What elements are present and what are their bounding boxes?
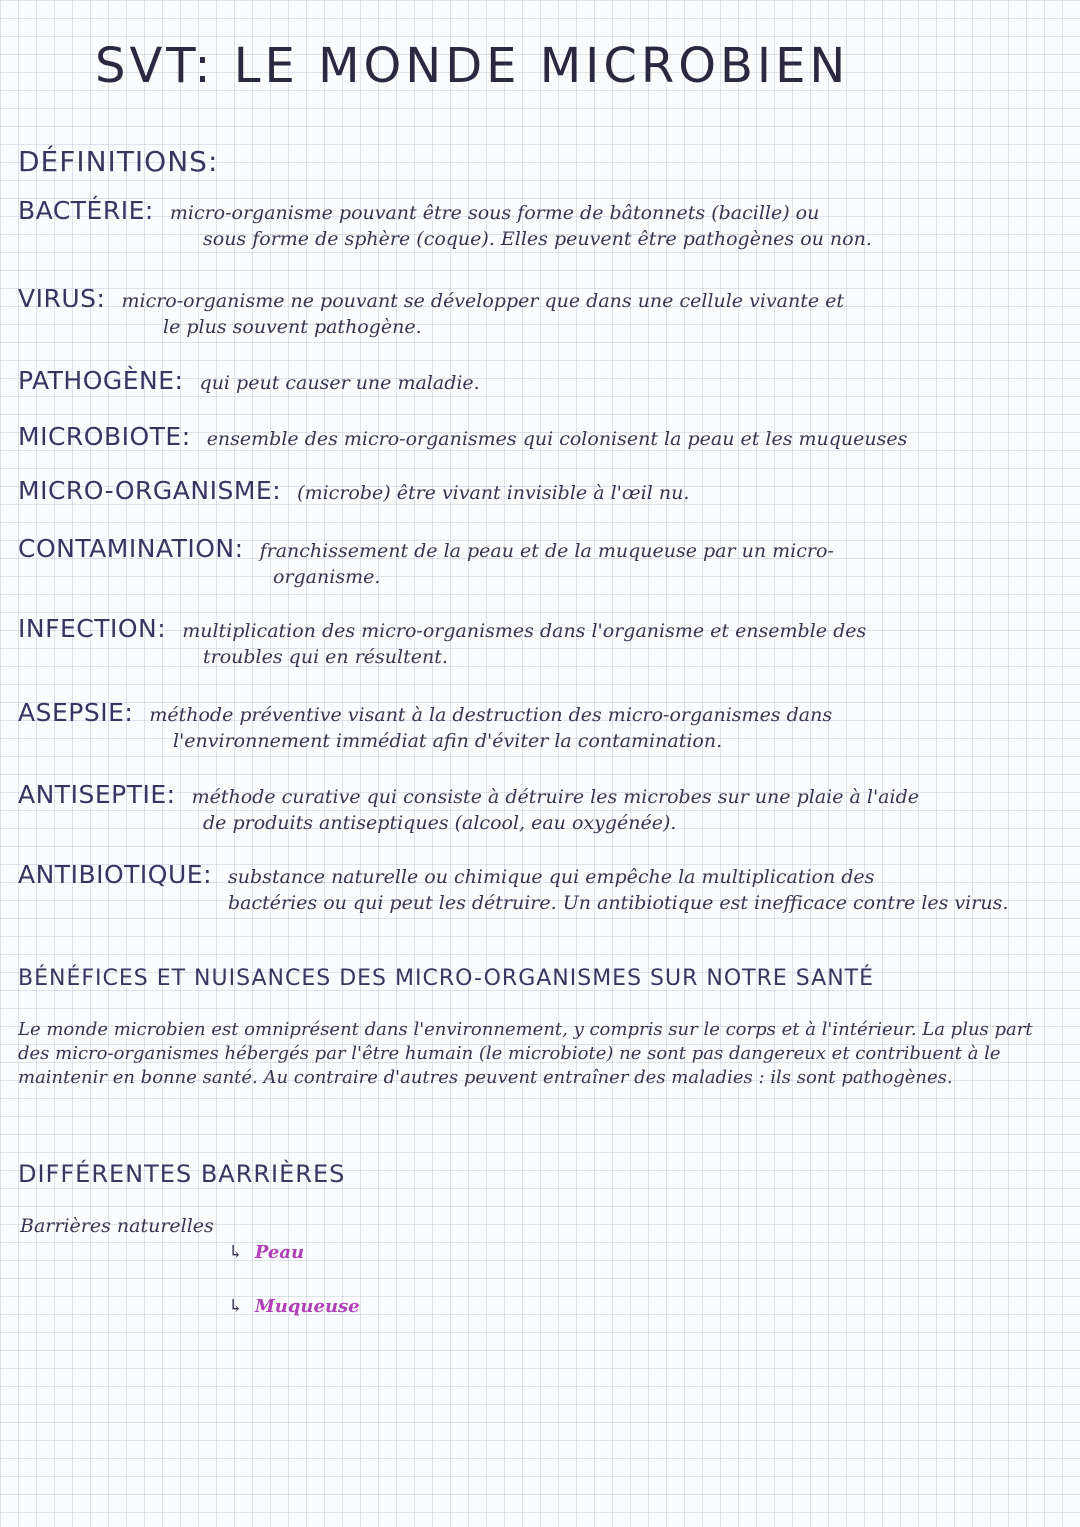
definition-pathogene [18, 368, 1063, 396]
benefits-heading: BÉNÉFICES ET NUISANCES DES MICRO-ORGANISMES SUR NOTRE SANTÉ [18, 966, 874, 991]
definition-text: micro-organisme ne pouvant se développer que dans une cellule vivante et [121, 290, 844, 312]
term-label: CONTAMINATION: [18, 534, 244, 563]
natural-barriers-label: Barrières naturelles [20, 1215, 214, 1237]
definition-text-continued: bactéries ou qui peut les détruire. Un antibiotique est inefficace contre les virus. [228, 892, 1009, 914]
definition-microbiote [18, 424, 1063, 452]
definition-text-continued: de produits antiseptiques (alcool, eau oxygénée). [203, 812, 677, 834]
barrier-label: Peau [254, 1242, 305, 1263]
term-label: ASEPSIE: [18, 698, 134, 727]
definition-text-continued: troubles qui en résultent. [203, 646, 448, 668]
barriers-heading: DIFFÉRENTES BARRIÈRES [18, 1160, 346, 1188]
definition-text-continued: sous forme de sphère (coque). Elles peuvent être pathogènes ou non. [203, 228, 872, 250]
page-title: SVT: LE MONDE MICROBIEN [95, 38, 850, 94]
term-label: MICRO-ORGANISME: [18, 476, 282, 505]
definition-asepsie [18, 700, 1063, 754]
term-label: MICROBIOTE: [18, 422, 191, 451]
definition-text-continued: organisme. [273, 566, 381, 588]
definition-text: méthode curative qui consiste à détruire les microbes sur une plaie à l'aide [191, 786, 919, 808]
term-label: PATHOGÈNE: [18, 366, 184, 395]
definition-text: franchissement de la peau et de la muqueuse par un micro- [259, 540, 834, 562]
definition-text: qui peut causer une maladie. [199, 372, 480, 394]
term-label: INFECTION: [18, 614, 167, 643]
definition-micro-organisme [18, 478, 1063, 506]
term-label: ANTISEPTIE: [18, 780, 176, 809]
arrow-icon: ↳ [228, 1296, 244, 1317]
definition-text: (microbe) être vivant invisible à l'œil nu. [297, 482, 690, 504]
definition-infection [18, 616, 1063, 670]
definition-contamination [18, 536, 1063, 590]
definition-text-continued: le plus souvent pathogène. [163, 316, 422, 338]
benefits-paragraph: Le monde microbien est omniprésent dans l'environnement, y compris sur le corps et à l'intérieur. La plus part des micro-organismes hébergés par l'être humain (le microbiote) ne sont pas dangereux et contribuent à le maintenir en bonne santé. Au contraire d'autres peuvent entraîner des maladies : ils sont pathogènes. [18, 1019, 1033, 1088]
definition-text: ensemble des micro-organismes qui colonisent la peau et les muqueuses [206, 428, 908, 450]
definition-text: méthode préventive visant à la destruction des micro-organismes dans [149, 704, 833, 726]
definition-text: multiplication des micro-organismes dans l'organisme et ensemble des [182, 620, 867, 642]
term-label: ANTIBIOTIQUE: [18, 860, 212, 889]
definition-text: substance naturelle ou chimique qui empêche la multiplication des [228, 866, 875, 888]
arrow-icon: ↳ [228, 1242, 244, 1263]
definition-antibiotique [18, 862, 1063, 916]
definitions-heading: DÉFINITIONS: [18, 145, 219, 178]
definition-text-continued: l'environnement immédiat afin d'éviter la contamination. [173, 730, 723, 752]
term-label: VIRUS: [18, 284, 106, 313]
definition-text: micro-organisme pouvant être sous forme de bâtonnets (bacille) ou [169, 202, 820, 224]
barrier-item-peau [228, 1242, 304, 1263]
definition-bacterie [18, 198, 1063, 252]
term-label: BACTÉRIE: [18, 196, 154, 225]
definition-antiseptie [18, 782, 1063, 836]
definition-virus [18, 286, 1063, 340]
barrier-item-muqueuse [228, 1296, 360, 1317]
barrier-label: Muqueuse [254, 1296, 360, 1317]
